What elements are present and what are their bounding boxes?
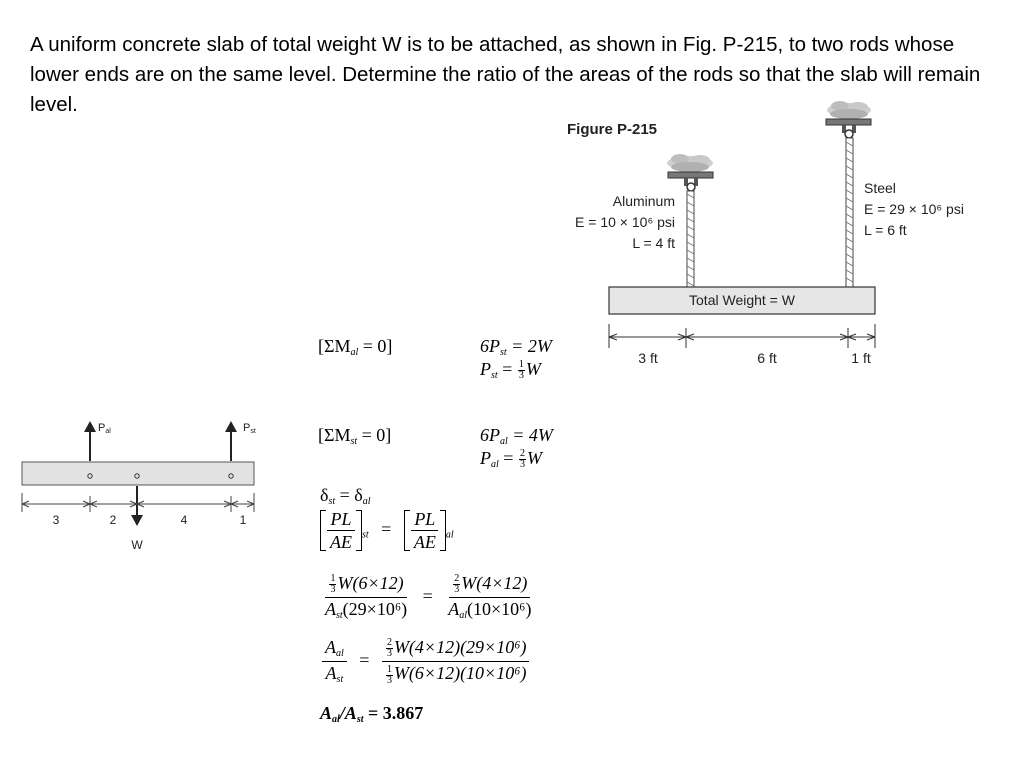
dim-1ft: 1 ft: [851, 350, 871, 366]
aluminum-modulus: E = 10 × 10⁶ psi: [575, 214, 675, 230]
aluminum-label: Aluminum: [612, 193, 675, 209]
figure-title: Figure P-215: [567, 121, 658, 138]
steel-support: [826, 101, 871, 138]
steel-rod: [846, 138, 853, 287]
equation-6pal: $6P_{al} = 4W$: [480, 425, 553, 447]
steel-length: L = 6 ft: [864, 222, 907, 238]
force-arrow-p-al: [84, 421, 96, 461]
problem-statement: A uniform concrete slab of total weight W is to be attached, as shown in Fig. P-215, to two rods whose lower ends are on the same level. Determine the ratio of the areas of the rods so that the slab will remain level.: [30, 33, 981, 116]
steel-modulus: E = 29 × 10⁶ psi: [864, 201, 964, 217]
substituted-equation: $\frac{1}{3}$ W(6×12) $A_{st}(29\times 10^6)$ = $\frac{2}{3}$ W(4×12) $A_{al}(10\times 10^6)$: [325, 573, 532, 622]
aluminum-support: [667, 154, 713, 191]
final-answer: $A_{al}/A_{st} = 3.867$: [320, 703, 424, 725]
label-w: W: [131, 538, 143, 552]
equation-pal: $P_{al}$ = $\frac{2}{3}$ W: [480, 448, 542, 471]
label-p-st: Pst: [243, 422, 256, 435]
label-p-al: Pal: [98, 422, 111, 435]
aluminum-rod: [687, 191, 694, 287]
deformation-equality: $\delta_{st} = \delta_{al}$: [320, 485, 371, 507]
fbd-dim-3: 3: [52, 513, 60, 527]
equation-6pst: $6P_{st} = 2W$: [480, 336, 552, 358]
fbd-dim-2: 2: [109, 513, 117, 527]
moment-st-heading: $[\Sigma M_{st} = 0]$: [318, 425, 392, 447]
area-ratio-equation: $\frac{A_{al}}{A_{st}}$ = $\frac{2}{3}$ W(4×12)(29×10⁶) $\frac{1}{3}$ W(6×12)(10×10⁶): [322, 638, 529, 686]
moment-al-heading: $[\Sigma M_{al} = 0]$: [318, 336, 393, 358]
steel-label: Steel: [864, 180, 896, 196]
aluminum-length: L = 4 ft: [632, 235, 675, 251]
dim-6ft: 6 ft: [757, 350, 777, 366]
fbd-dim-4: 4: [180, 513, 188, 527]
equation-pst: $P_{st}$ = $\frac{1}{3}$ W: [480, 359, 541, 382]
force-arrow-p-st: [225, 421, 237, 461]
dim-3ft: 3 ft: [638, 350, 658, 366]
dimension-lines: [609, 324, 875, 348]
slab-label: Total Weight = W: [689, 292, 795, 308]
pl-ae-equation: $\frac{PL}{AE}$ $_{st}$ = $\frac{PL}{AE}$ $_{al}$: [320, 510, 454, 551]
fbd-dim-1: 1: [239, 513, 247, 527]
